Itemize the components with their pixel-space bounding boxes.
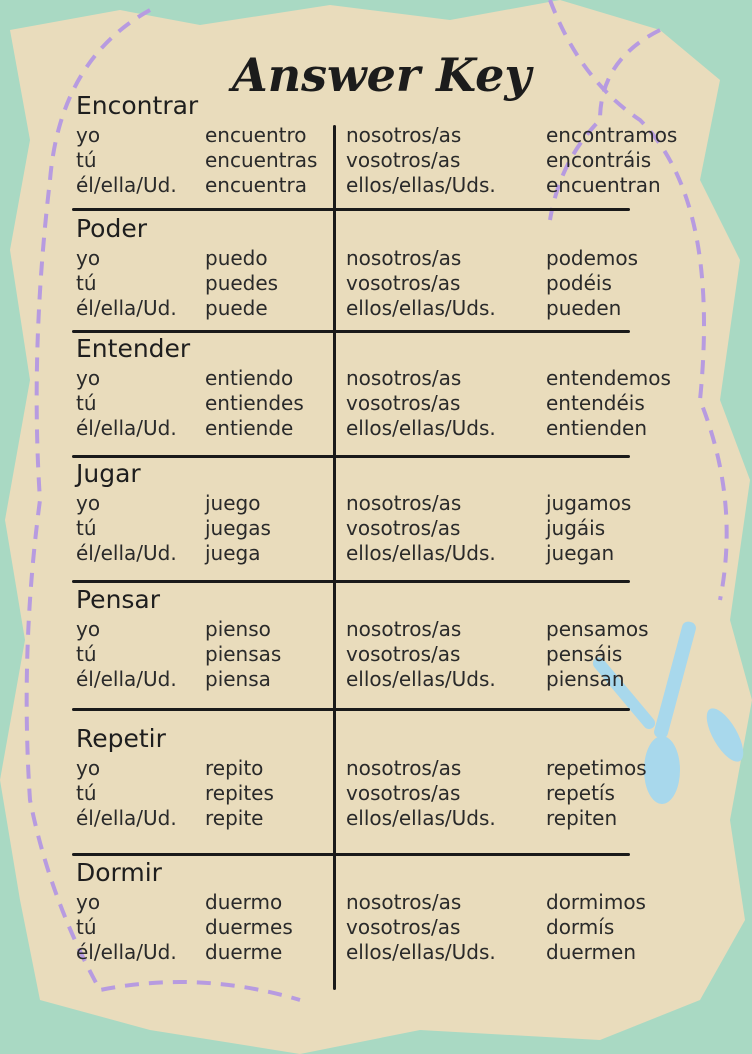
form-plural: encuentran [546,173,661,197]
pronoun-singular: tú [76,148,97,172]
pronoun-plural: ellos/ellas/Uds. [346,173,496,197]
pronoun-plural: vosotros/as [346,642,461,666]
pronoun-singular: él/ella/Ud. [76,541,177,565]
verb-heading: Jugar [76,459,141,488]
pronoun-plural: vosotros/as [346,781,461,805]
conjugation-row [0,806,752,831]
pronoun-plural: ellos/ellas/Uds. [346,416,496,440]
pronoun-singular: él/ella/Ud. [76,667,177,691]
pronoun-plural: nosotros/as [346,890,462,914]
pronoun-singular: yo [76,246,101,270]
verb-heading: Encontrar [76,91,199,120]
form-singular: encuentras [205,148,318,172]
pronoun-singular: yo [76,756,101,780]
form-singular: entiendo [205,366,294,390]
pronoun-singular: tú [76,516,97,540]
section-divider [72,330,630,333]
form-plural: repetís [546,781,615,805]
pronoun-singular: tú [76,915,97,939]
pronoun-plural: nosotros/as [346,246,462,270]
form-singular: piensas [205,642,282,666]
form-singular: repite [205,806,264,830]
verb-heading: Poder [76,214,148,243]
form-singular: puede [205,296,268,320]
form-plural: entendemos [546,366,671,390]
form-plural: podemos [546,246,639,270]
pronoun-plural: vosotros/as [346,148,461,172]
pronoun-plural: nosotros/as [346,617,462,641]
verb-heading: Entender [76,334,191,363]
pronoun-singular: yo [76,366,101,390]
form-singular: duermo [205,890,283,914]
form-plural: repetimos [546,756,647,780]
pronoun-singular: él/ella/Ud. [76,806,177,830]
conjugation-row [0,667,752,692]
form-plural: jugáis [546,516,606,540]
pronoun-plural: vosotros/as [346,271,461,295]
form-singular: entiende [205,416,294,440]
pronoun-plural: ellos/ellas/Uds. [346,667,496,691]
pronoun-plural: ellos/ellas/Uds. [346,806,496,830]
form-plural: encontráis [546,148,652,172]
form-singular: encuentro [205,123,307,147]
form-singular: juegas [205,516,271,540]
form-plural: encontramos [546,123,678,147]
form-singular: puedo [205,246,268,270]
form-singular: repito [205,756,264,780]
form-plural: pueden [546,296,622,320]
form-plural: piensan [546,667,625,691]
pronoun-singular: tú [76,781,97,805]
form-singular: entiendes [205,391,304,415]
form-plural: dormimos [546,890,646,914]
conjugation-row [0,541,752,566]
conjugation-row [0,890,752,915]
form-plural: entendéis [546,391,645,415]
conjugation-row [0,148,752,173]
form-plural: podéis [546,271,612,295]
form-singular: juego [205,491,261,515]
pronoun-singular: tú [76,642,97,666]
conjugation-row [0,416,752,441]
pronoun-plural: vosotros/as [346,516,461,540]
verb-heading: Pensar [76,585,161,614]
form-plural: juegan [546,541,615,565]
pronoun-plural: nosotros/as [346,491,462,515]
verb-heading: Dormir [76,858,162,887]
form-plural: pensamos [546,617,649,641]
form-plural: entienden [546,416,648,440]
form-singular: piensa [205,667,271,691]
conjugation-row [0,366,752,391]
pronoun-plural: ellos/ellas/Uds. [346,940,496,964]
conjugation-row [0,915,752,940]
pronoun-singular: él/ella/Ud. [76,416,177,440]
form-singular: puedes [205,271,279,295]
form-singular: pienso [205,617,271,641]
pronoun-singular: él/ella/Ud. [76,940,177,964]
page-title: Answer Key [232,48,532,102]
column-divider [333,125,336,990]
conjugation-row [0,781,752,806]
section-divider [72,580,630,583]
form-singular: encuentra [205,173,307,197]
form-plural: jugamos [546,491,632,515]
pronoun-singular: yo [76,890,101,914]
section-divider [72,853,630,856]
form-singular: juega [205,541,261,565]
conjugation-row [0,642,752,667]
pronoun-plural: ellos/ellas/Uds. [346,296,496,320]
pronoun-singular: yo [76,617,101,641]
conjugation-row [0,173,752,198]
conjugation-row [0,756,752,781]
conjugation-row [0,516,752,541]
conjugation-row [0,491,752,516]
form-singular: repites [205,781,274,805]
pronoun-plural: nosotros/as [346,756,462,780]
pronoun-plural: vosotros/as [346,915,461,939]
pronoun-plural: ellos/ellas/Uds. [346,541,496,565]
form-plural: pensáis [546,642,623,666]
pronoun-singular: tú [76,391,97,415]
conjugation-row [0,123,752,148]
conjugation-row [0,246,752,271]
section-divider [72,208,630,211]
pronoun-singular: tú [76,271,97,295]
pronoun-singular: él/ella/Ud. [76,173,177,197]
pronoun-plural: nosotros/as [346,123,462,147]
section-divider [72,708,630,711]
conjugation-row [0,271,752,296]
form-plural: dormís [546,915,615,939]
form-singular: duermes [205,915,293,939]
conjugation-row [0,940,752,965]
pronoun-singular: él/ella/Ud. [76,296,177,320]
pronoun-singular: yo [76,123,101,147]
form-singular: duerme [205,940,283,964]
conjugation-row [0,391,752,416]
pronoun-singular: yo [76,491,101,515]
section-divider [72,455,630,458]
form-plural: duermen [546,940,637,964]
verb-heading: Repetir [76,724,166,753]
form-plural: repiten [546,806,618,830]
conjugation-row [0,296,752,321]
pronoun-plural: nosotros/as [346,366,462,390]
pronoun-plural: vosotros/as [346,391,461,415]
conjugation-row [0,617,752,642]
